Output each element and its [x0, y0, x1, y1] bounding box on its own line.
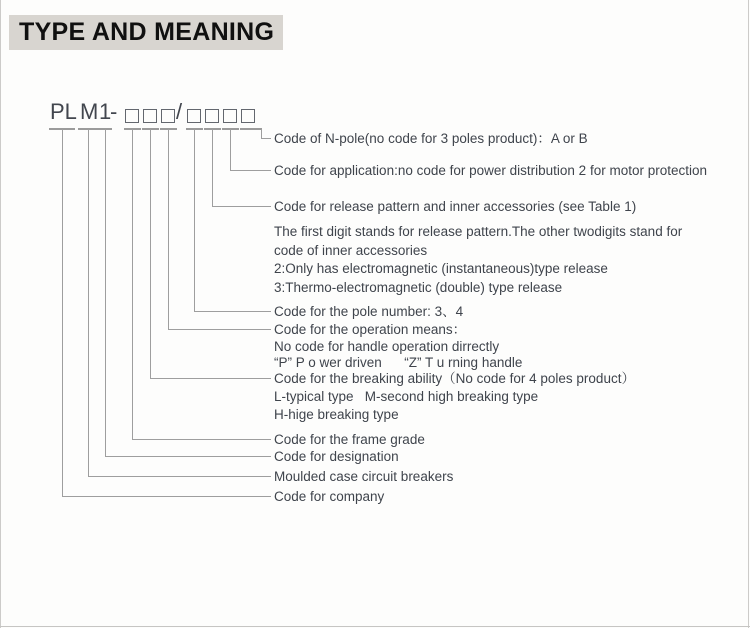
code-digit-box-7	[241, 109, 255, 123]
code-product-char: M	[80, 99, 99, 124]
label-release-pattern-note3: 2:Only has electromagnetic (instantaneous)type release	[274, 261, 608, 276]
label-designation: Code for designation	[274, 449, 399, 464]
label-operation-means: Code for the operation means：	[274, 322, 467, 337]
label-operation-means-note1: No code for handle operation dirrectly	[274, 339, 500, 354]
label-application: Code for application:no code for power distribution 2 for motor protection	[274, 163, 707, 178]
section-title: TYPE AND MEANING	[19, 18, 275, 46]
label-pole-number: Code for the pole number: 3、4	[274, 304, 464, 319]
code-digit-box-5	[205, 109, 219, 123]
code-digit-box-4	[187, 109, 201, 123]
connector-company	[62, 129, 271, 497]
label-release-pattern: Code for release pattern and inner accessories (see Table 1)	[274, 199, 637, 214]
page-edge-right	[748, 0, 749, 628]
section-title-bar	[9, 15, 283, 50]
code-digit-box-6	[223, 109, 237, 123]
page-edge-left	[0, 0, 1, 628]
code-dash: -	[110, 99, 118, 124]
label-breaking-ability-note2: H-hige breaking type	[274, 407, 399, 422]
label-breaking-ability: Code for the breaking ability（No code for 4 poles product）	[274, 371, 635, 386]
code-digit-box-3	[161, 109, 175, 123]
page-edge-bottom	[0, 626, 750, 627]
code-slash: /	[176, 99, 183, 124]
code-digit-box-1	[125, 109, 139, 123]
label-release-pattern-note1: The first digit stands for release pattern.The other twodigits stand for	[274, 224, 683, 239]
label-n-pole: Code of N-pole(no code for 3 poles product)：A or B	[274, 131, 588, 146]
label-operation-means-note2: “P” P o wer driven “Z” T u rning handle	[274, 355, 523, 370]
label-breaking-ability-note1: L-typical type M-second high breaking type	[274, 389, 539, 404]
label-release-pattern-note4: 3:Thermo-electromagnetic (double) type release	[274, 280, 563, 295]
code-digit-box-2	[143, 109, 157, 123]
label-frame-grade: Code for the frame grade	[274, 432, 425, 447]
label-moulded-case: Moulded case circuit breakers	[274, 469, 454, 484]
label-release-pattern-note2: code of inner accessories	[274, 243, 428, 258]
code-designation-char: 1	[99, 99, 112, 124]
label-company: Code for company	[274, 489, 385, 504]
code-company-chars: PL	[50, 99, 77, 124]
